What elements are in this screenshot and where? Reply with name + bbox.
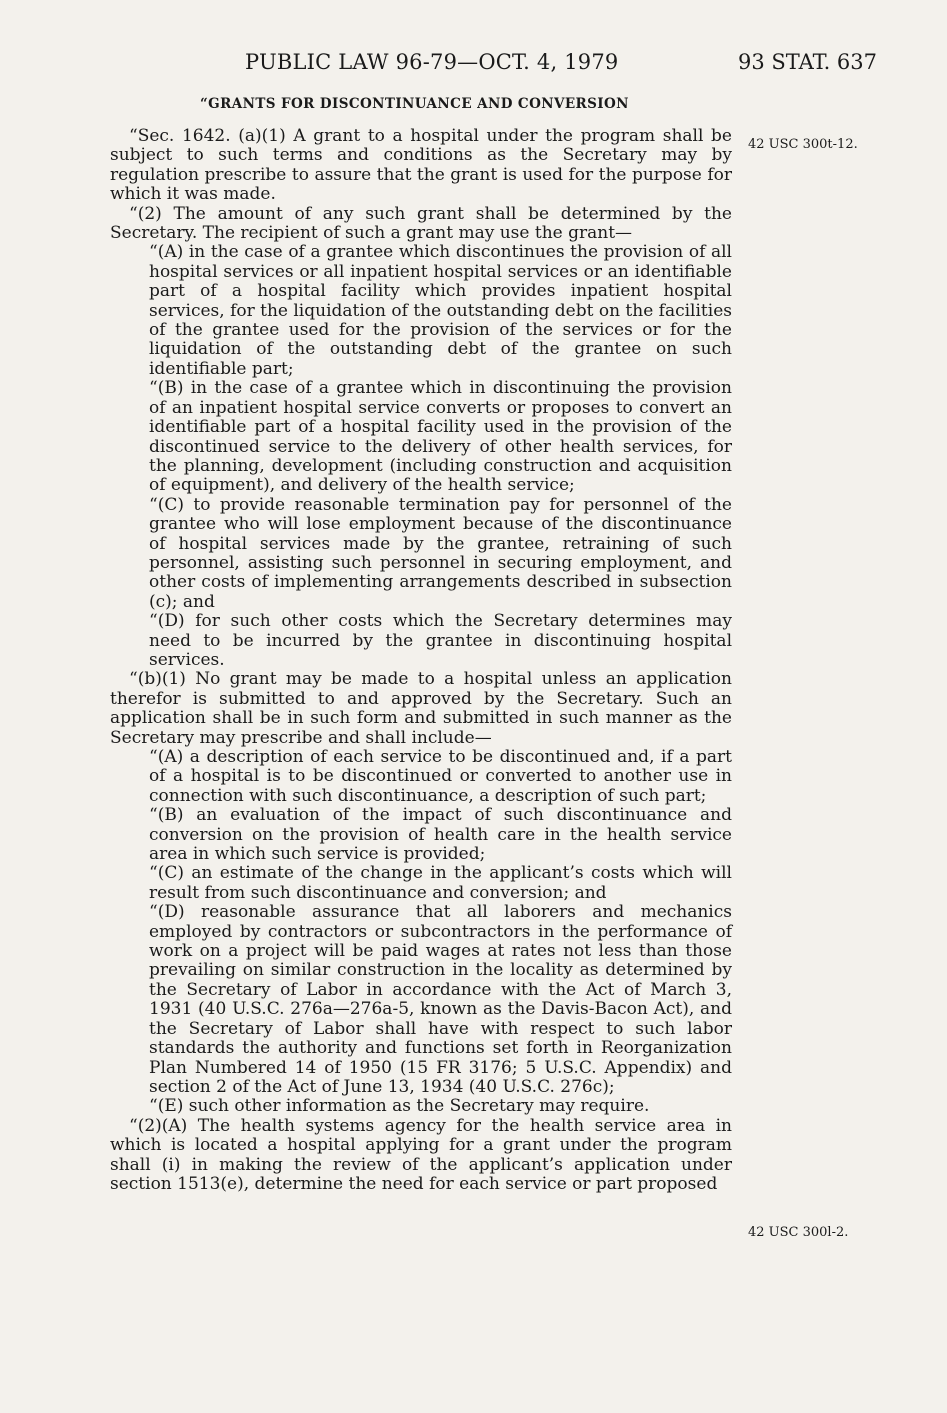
paragraph-b1-E: “(E) such other information as the Secretary may require. <box>149 1096 650 1117</box>
page-header-stat: 93 STAT. 637 <box>738 50 878 74</box>
margin-citation-top: 42 USC 300t-12. <box>748 137 858 152</box>
paragraph-a2: “(2) The amount of any such grant shall be determined by the Secretary. The recipient of such a grant may use the grant— <box>110 203 732 244</box>
paragraph-a2-B: “(B) in the case of a grantee which in discontinuing the provision of an inpatient hospital service converts or proposes to convert an identifiable part of a hospital facility used in the provision of the discontinued service to the delivery of other health services, for the planning, development (including construction and acquisition of equipment), and delivery of the health service; <box>149 378 732 496</box>
margin-citation-bottom: 42 USC 300l-2. <box>748 1225 849 1240</box>
page-header-title: PUBLIC LAW 96-79—OCT. 4, 1979 <box>245 50 619 74</box>
paragraph-b2-A: “(2)(A) The health systems agency for the health service area in which is located a hospital applying for a grant under the program shall (i) in making the review of the applicant’s application under section 1513(e), determine the need for each service or part proposed <box>110 1115 732 1194</box>
paragraph-b1: “(b)(1) No grant may be made to a hospital unless an application therefor is submitted to and approved by the Secretary. Such an application shall be in such form and submitted in such manner as the Secretary may prescribe and shall include— <box>110 669 732 748</box>
paragraph-a2-C: “(C) to provide reasonable termination pay for personnel of the grantee who will lose employment because of the discontinuance of hospital services made by the grantee, retraining of such personnel, assisting such personnel in securing employment, and other costs of implementing arrangements described in subsection (c); and <box>149 494 732 612</box>
paragraph-a2-D: “(D) for such other costs which the Secretary determines may need to be incurred by the grantee in discontinuing hospital services. <box>149 611 732 670</box>
paragraph-b1-C: “(C) an estimate of the change in the applicant’s costs which will result from such discontinuance and conversion; and <box>149 863 732 903</box>
paragraph-b1-A: “(A) a description of each service to be discontinued and, if a part of a hospital is to be discontinued or converted to another use in connection with such discontinuance, a description of such part; <box>149 747 732 806</box>
section-heading: “GRANTS FOR DISCONTINUANCE AND CONVERSION <box>200 96 629 112</box>
paragraph-a2-A: “(A) in the case of a grantee which discontinues the provision of all hospital services or all inpatient hospital services or an identifiable part of a hospital facility which provides inpatient hospital services, for the liquidation of the outstanding debt on the facilities of the grantee used for the provision of the services or for the liquidation of the outstanding debt of the grantee on such identifiable part; <box>149 242 732 379</box>
paragraph-b1-B: “(B) an evaluation of the impact of such discontinuance and conversion on the provision of health care in the health service area in which such service is provided; <box>149 805 732 865</box>
body-text <box>110 127 732 1194</box>
paragraph-sec-1642-a1: “Sec. 1642. (a)(1) A grant to a hospital under the program shall be subject to such terms and conditions as the Secretary may by regulation prescribe to assure that the grant is used for the purpose for which it was made. <box>110 126 732 205</box>
paragraph-b1-D: “(D) reasonable assurance that all laborers and mechanics employed by contractors or subcontractors in the performance of work on a project will be paid wages at rates not less than those prevailing on similar construction in the locality as determined by the Secretary of Labor in accordance with the Act of March 3, 1931 (40 U.S.C. 276a—276a-5, known as the Davis-Bacon Act), and the Secretary of Labor shall have with respect to such labor standards the authority and functions set forth in Reorganization Plan Numbered 14 of 1950 (15 FR 3176; 5 U.S.C. Appendix) and section 2 of the Act of June 13, 1934 (40 U.S.C. 276c); <box>149 902 732 1097</box>
